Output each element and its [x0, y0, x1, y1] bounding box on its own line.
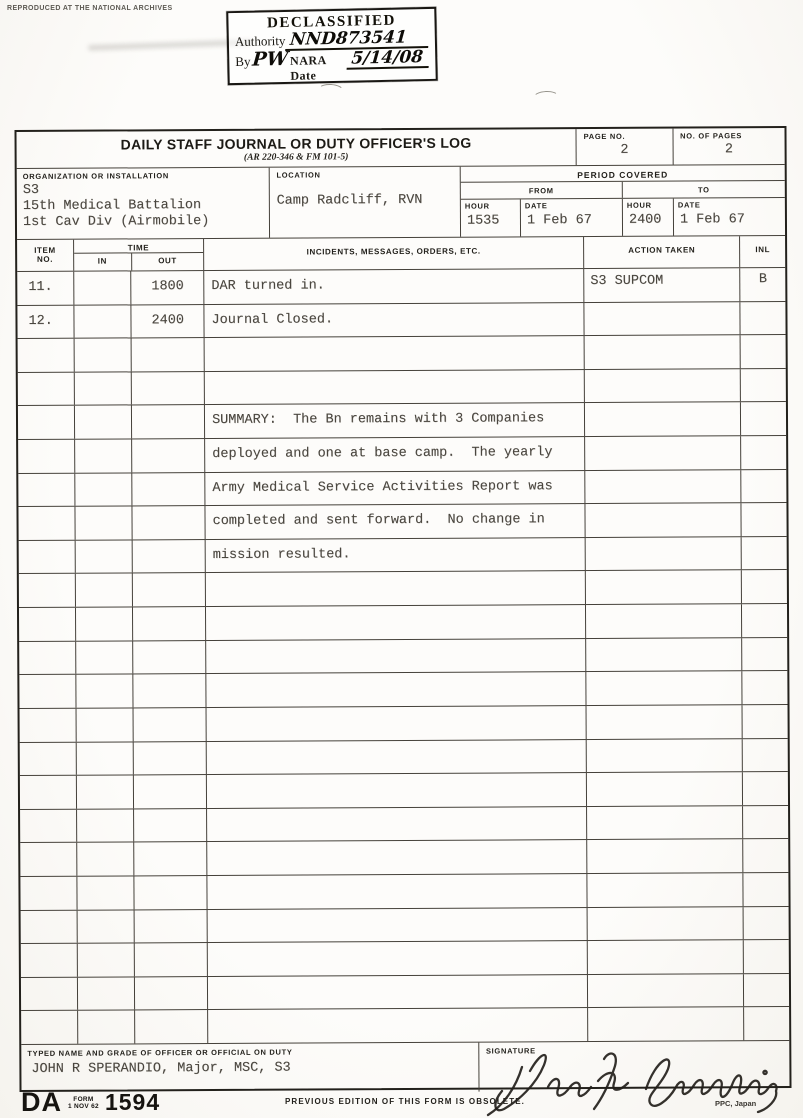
cell-item-no — [21, 1011, 78, 1044]
time-in-header: IN — [74, 253, 132, 270]
by-initials: PW — [251, 47, 290, 71]
cell-time-out — [135, 876, 208, 909]
cell-time-out — [134, 742, 207, 775]
stamp-date-value: 5/14/08 — [347, 50, 430, 70]
cell-item-no — [21, 944, 78, 977]
cell-time-in — [77, 876, 135, 909]
cell-initials — [741, 302, 786, 335]
cell-initials — [741, 335, 786, 368]
cell-time-in — [77, 809, 135, 842]
table-row — [19, 671, 787, 709]
cell-time-out — [133, 473, 206, 506]
cell-time-in — [78, 1011, 136, 1044]
from-date-value: 1 Feb 67 — [526, 213, 592, 229]
cell-incidents — [206, 672, 586, 707]
cell-time-in — [76, 708, 134, 741]
cell-initials — [744, 940, 789, 973]
period-covered-label: PERIOD COVERED — [461, 165, 785, 183]
time-out-header: OUT — [158, 256, 177, 266]
to-date-value: 1 Feb 67 — [679, 212, 745, 228]
cell-initials — [742, 570, 787, 603]
no-of-pages-value: 2 — [724, 142, 733, 158]
period-to-label: TO — [697, 185, 710, 195]
cell-time-out — [134, 809, 207, 842]
table-row — [18, 369, 786, 407]
cell-time-in — [75, 406, 133, 439]
signature — [470, 1043, 792, 1118]
cell-incidents — [207, 807, 587, 842]
to-hour-label: HOUR — [626, 200, 652, 210]
location-value: Camp Radcliff, RVN — [276, 192, 423, 209]
cell-time-in — [76, 574, 134, 607]
form-title: DAILY STAFF JOURNAL OR DUTY OFFICER'S LOG — [120, 134, 472, 153]
cell-action-taken — [587, 705, 743, 738]
cell-incidents — [205, 370, 585, 405]
table-row — [21, 940, 789, 978]
cell-time-out: 1800 — [132, 271, 205, 304]
organization-line: 15th Medical Battalion — [22, 198, 202, 214]
cell-action-taken — [585, 503, 741, 536]
to-hour-value: 2400 — [628, 212, 662, 228]
cell-time-out — [132, 372, 205, 405]
cell-action-taken — [586, 604, 742, 637]
table-row — [19, 638, 787, 676]
cell-time-in — [75, 473, 133, 506]
authority-value: NND873541 — [285, 30, 430, 51]
obsolete-note: PREVIOUS EDITION OF THIS FORM IS OBSOLETE. — [285, 1097, 525, 1106]
cell-action-taken — [585, 436, 741, 469]
cell-action-taken — [586, 537, 742, 570]
location-label: LOCATION — [276, 170, 321, 180]
cell-initials — [743, 806, 788, 839]
cell-item-no — [18, 373, 75, 406]
cell-initials — [744, 907, 789, 940]
cell-item-no: 11. — [17, 272, 74, 305]
cell-time-out — [133, 506, 206, 539]
table-row — [20, 839, 788, 877]
form-date: 1 NOV 62 — [68, 1102, 99, 1110]
cell-incidents: SUMMARY: The Bn remains with 3 Companies — [205, 403, 585, 438]
table-row — [21, 907, 789, 945]
form-number: 1594 — [104, 1089, 161, 1115]
form-number-block — [21, 1087, 161, 1117]
cell-item-no — [20, 709, 77, 742]
cell-time-in — [74, 305, 132, 338]
table-row — [17, 302, 785, 340]
item-no-header: ITEM NO. — [17, 240, 74, 271]
from-hour-label: HOUR — [464, 201, 490, 211]
form-header-row — [16, 128, 784, 169]
stamp-title: DECLASSIFIED — [266, 12, 397, 32]
punch-hole-mark — [533, 90, 560, 104]
cell-item-no — [19, 541, 76, 574]
table-row — [18, 503, 786, 541]
cell-incidents — [207, 840, 587, 875]
cell-time-out — [133, 607, 206, 640]
cell-time-in — [75, 540, 133, 573]
to-date-cell — [674, 198, 785, 236]
cell-time-out — [132, 338, 205, 371]
cell-item-no — [18, 440, 75, 473]
cell-action-taken — [586, 571, 742, 604]
form-subtitle: (AR 220-346 & FM 101-5) — [243, 152, 349, 163]
archive-note: REPRODUCED AT THE NATIONAL ARCHIVES — [7, 5, 173, 12]
cell-incidents — [205, 336, 585, 371]
typed-name-value: JOHN R SPERANDIO, Major, MSC, S3 — [31, 1060, 291, 1077]
cell-action-taken — [585, 335, 741, 368]
cell-time-in — [76, 675, 134, 708]
cell-item-no — [20, 742, 77, 775]
table-row — [20, 806, 788, 844]
journal-column-headers — [17, 236, 785, 272]
table-row — [20, 705, 788, 743]
form-word: FORM — [73, 1096, 94, 1103]
cell-time-out — [134, 674, 207, 707]
cell-incidents — [207, 706, 587, 741]
cell-action-taken — [587, 739, 743, 772]
table-row — [20, 772, 788, 810]
to-hour-cell — [623, 199, 674, 236]
cell-initials — [744, 974, 789, 1007]
from-date-cell — [521, 199, 623, 237]
org-location-period-row — [17, 165, 785, 240]
cell-item-no — [19, 675, 76, 708]
da-form-1594 — [14, 126, 791, 1092]
table-row — [19, 604, 787, 642]
cell-incidents: deployed and one at base camp. The yearly — [205, 437, 585, 472]
no-of-pages-cell — [673, 128, 785, 165]
table-row — [18, 335, 786, 373]
table-row — [19, 537, 787, 575]
cell-time-in — [76, 641, 134, 674]
cell-incidents: completed and sent forward. No change in — [206, 504, 586, 539]
cell-action-taken — [585, 369, 741, 402]
cell-initials — [743, 839, 788, 872]
table-row — [18, 470, 786, 508]
cell-action-taken — [587, 772, 743, 805]
cell-action-taken — [587, 806, 743, 839]
cell-action-taken — [584, 302, 740, 335]
cell-time-out — [135, 910, 208, 943]
typed-name-label: TYPED NAME AND GRADE OF OFFICER OR OFFICIAL ON DUTY — [27, 1047, 293, 1058]
cell-time-in — [77, 910, 135, 943]
cell-incidents — [207, 874, 587, 909]
cell-time-out: 2400 — [132, 305, 205, 338]
cell-action-taken — [588, 1008, 744, 1041]
cell-time-in — [75, 372, 133, 405]
form-title-cell — [16, 129, 576, 168]
cell-time-out — [134, 641, 207, 674]
from-hour-value: 1535 — [466, 213, 500, 229]
cell-time-out — [135, 842, 208, 875]
table-row — [17, 268, 785, 306]
cell-time-in — [74, 271, 132, 304]
cell-initials — [742, 537, 787, 570]
cell-action-taken — [587, 873, 743, 906]
cell-initials — [743, 772, 788, 805]
cell-item-no — [19, 574, 76, 607]
by-label: By — [235, 53, 251, 70]
cell-incidents: mission resulted. — [206, 538, 586, 573]
cell-item-no — [19, 641, 76, 674]
cell-item-no — [21, 910, 78, 943]
cell-item-no — [21, 978, 78, 1011]
cell-item-no — [18, 473, 75, 506]
punch-hole-mark — [318, 83, 345, 98]
cell-incidents — [207, 740, 587, 775]
cell-time-in — [76, 742, 134, 775]
table-row — [20, 739, 788, 777]
cell-item-no — [20, 809, 77, 842]
table-row — [18, 436, 786, 474]
no-of-pages-label: NO. OF PAGES — [680, 131, 743, 141]
cell-time-in — [74, 339, 132, 372]
cell-initials — [741, 470, 786, 503]
cell-item-no — [20, 877, 77, 910]
table-row — [20, 873, 788, 911]
cell-initials — [743, 739, 788, 772]
cell-time-out — [133, 439, 206, 472]
cell-time-out — [134, 775, 207, 808]
cell-item-no — [18, 406, 75, 439]
organization-label: ORGANIZATION OR INSTALLATION — [22, 171, 170, 181]
authority-label: Authority — [234, 32, 286, 50]
cell-action-taken — [586, 672, 742, 705]
cell-time-in — [77, 944, 135, 977]
from-date-label: DATE — [524, 201, 548, 211]
cell-incidents — [208, 1008, 588, 1043]
time-header-label: TIME — [74, 239, 203, 254]
journal-rows — [17, 268, 789, 1044]
period-from-label: FROM — [461, 182, 623, 199]
cell-action-taken — [588, 974, 744, 1007]
cell-time-out — [133, 574, 206, 607]
cell-incidents: Army Medical Service Activities Report was — [205, 471, 585, 506]
cell-action-taken — [588, 940, 744, 973]
cell-item-no — [18, 339, 75, 372]
action-taken-header: ACTION TAKEN — [584, 236, 740, 268]
cell-incidents — [207, 773, 587, 808]
initials-header: INL — [755, 245, 771, 255]
period-covered-cell — [461, 165, 785, 237]
typed-name-cell — [21, 1043, 479, 1094]
cell-incidents — [208, 941, 588, 976]
cell-item-no — [19, 608, 76, 641]
time-header — [74, 239, 204, 271]
printer-note: PPC, Japan — [715, 1099, 757, 1108]
cell-initials — [743, 671, 788, 704]
cell-initials — [742, 604, 787, 637]
page-no-label: PAGE NO. — [583, 131, 626, 142]
cell-incidents: Journal Closed. — [204, 303, 584, 338]
cell-time-in — [77, 843, 135, 876]
cell-action-taken — [585, 403, 741, 436]
cell-time-in — [76, 608, 134, 641]
cell-time-out — [135, 943, 208, 976]
declassified-stamp — [226, 7, 438, 85]
stamp-by-line — [229, 49, 436, 85]
cell-time-in — [75, 439, 133, 472]
table-row — [19, 570, 787, 608]
cell-initials — [742, 638, 787, 671]
cell-initials — [741, 402, 786, 435]
table-row — [21, 974, 789, 1012]
cell-time-out — [134, 708, 207, 741]
cell-time-out — [135, 977, 208, 1010]
table-row — [21, 1007, 789, 1044]
organization-line: 1st Cav Div (Airmobile) — [22, 214, 210, 230]
cell-action-taken — [585, 470, 741, 503]
organization-cell — [17, 168, 270, 239]
cell-initials: B — [758, 272, 767, 288]
cell-initials — [741, 369, 786, 402]
cell-initials — [741, 436, 786, 469]
incidents-header: INCIDENTS, MESSAGES, ORDERS, ETC. — [204, 237, 584, 270]
table-row — [18, 402, 786, 440]
from-hour-cell — [461, 199, 521, 236]
cell-item-no — [18, 507, 75, 540]
cell-time-out — [132, 405, 205, 438]
cell-time-out — [133, 540, 206, 573]
cell-incidents — [208, 908, 588, 943]
cell-incidents — [206, 572, 586, 607]
cell-initials — [744, 1007, 789, 1040]
cell-item-no — [20, 776, 77, 809]
cell-initials — [742, 503, 787, 536]
page-no-cell — [577, 129, 674, 166]
cell-incidents — [208, 975, 588, 1010]
location-cell — [269, 167, 461, 238]
cell-time-in — [75, 507, 133, 540]
cell-incidents — [206, 639, 586, 674]
to-date-label: DATE — [677, 200, 701, 210]
organization-line: S3 — [22, 182, 40, 198]
cell-time-in — [78, 977, 136, 1010]
cell-incidents: DAR turned in. — [204, 269, 584, 304]
cell-action-taken: S3 SUPCOM — [584, 268, 740, 301]
cell-time-out — [136, 1010, 209, 1043]
cell-initials — [743, 705, 788, 738]
nara-label: NARA Date — [289, 53, 327, 83]
cell-action-taken — [588, 907, 744, 940]
cell-incidents — [206, 605, 586, 640]
cell-initials — [744, 873, 789, 906]
page-no-value: 2 — [620, 142, 629, 158]
signature-label: SIGNATURE — [485, 1046, 536, 1056]
cell-item-no — [20, 843, 77, 876]
cell-action-taken — [586, 638, 742, 671]
cell-item-no: 12. — [17, 305, 74, 338]
da-label: DA — [21, 1087, 62, 1117]
cell-action-taken — [587, 840, 743, 873]
cell-time-in — [77, 776, 135, 809]
